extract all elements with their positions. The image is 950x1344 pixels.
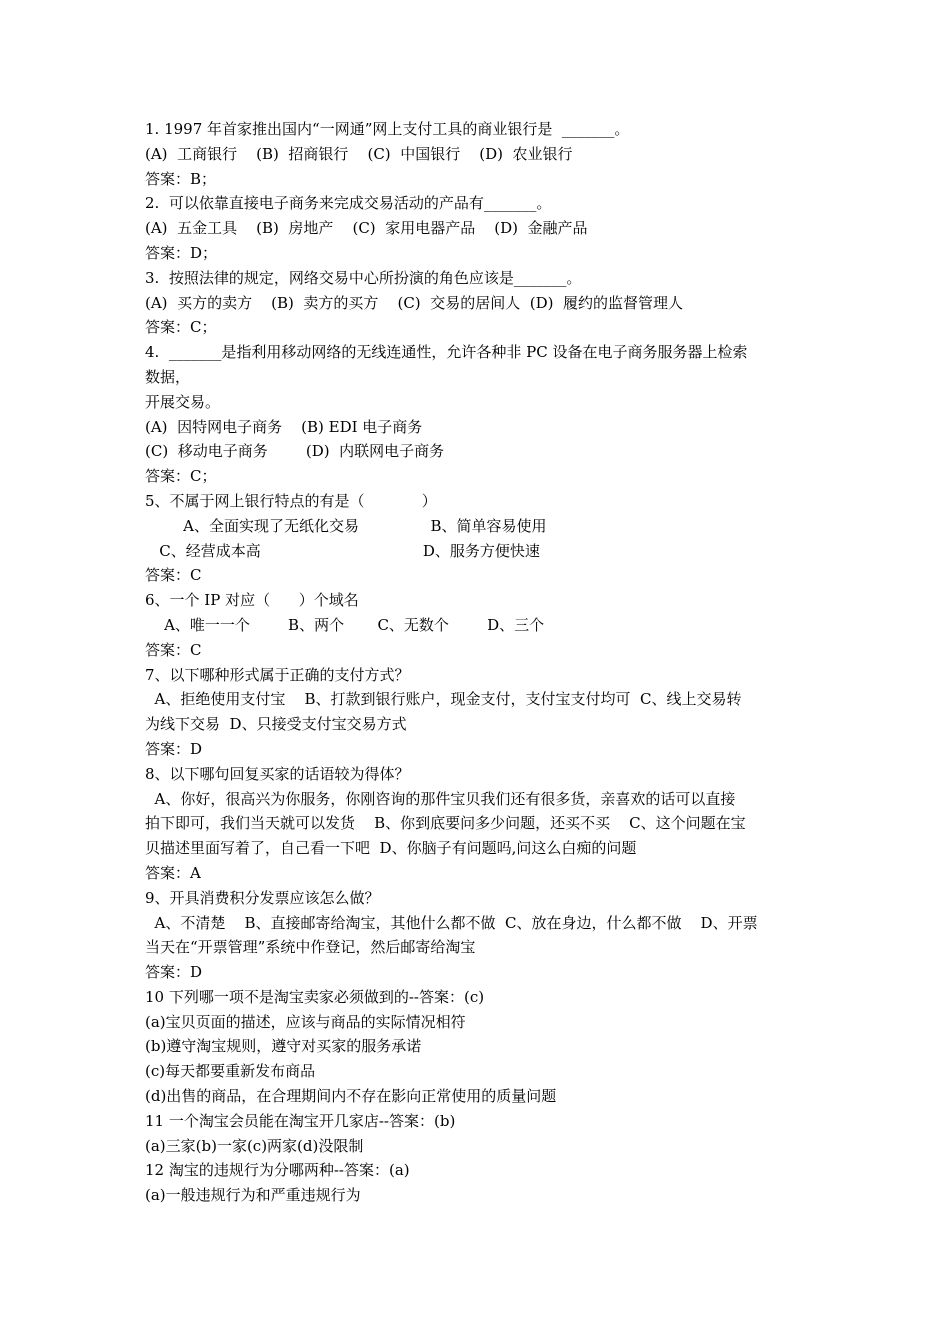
q5-stem: 5、不属于网上银行特点的有是（ ） [145,491,437,510]
q9-options-line-1: A、不清楚 B、直接邮寄给淘宝，其他什么都不做 C、放在身边，什么都不做 D、开票 [145,913,758,932]
q8-answer: 答案：A [145,863,201,882]
q4-stem-line-2: 数据， [145,367,191,386]
q11-options: (a)三家(b)一家(c)两家(d)没限制 [145,1136,364,1155]
q1-answer: 答案：B； [145,169,217,188]
q6-options: A、唯一一个 B、两个 C、无数个 D、三个 [145,615,545,634]
q2-answer: 答案：D； [145,243,218,262]
q5-answer: 答案：C [145,566,202,585]
q10-option-b: (b)遵守淘宝规则，遵守对买家的服务承诺 [145,1037,422,1056]
q10-option-c: (c)每天都要重新发布商品 [145,1062,316,1081]
q3-options: (A) 买方的卖方 (B) 卖方的买方 (C) 交易的居间人 (D) 履约的监督管理人 [145,293,684,312]
q11-stem: 11 一个淘宝会员能在淘宝开几家店--答案：(b) [145,1111,456,1130]
q7-options-line-1: A、拒绝使用支付宝 B、打款到银行账户，现金支付，支付宝支付均可 C、线上交易转 [145,690,742,709]
q12-stem: 12 淘宝的违规行为分哪两种--答案：(a) [145,1161,410,1180]
q9-options-line-2: 当天在“开票管理”系统中作登记，然后邮寄给淘宝 [145,938,476,957]
q4-stem-line-3: 开展交易。 [145,392,221,411]
q2-options: (A) 五金工具 (B) 房地产 (C) 家用电器产品 (D) 金融产品 [145,219,588,238]
q3-answer: 答案：C； [145,318,217,337]
q6-answer: 答案：C [145,640,202,659]
q7-options-line-2: 为线下交易 D、只接受支付宝交易方式 [145,715,407,734]
q7-stem: 7、以下哪种形式属于正确的支付方式？ [145,665,410,684]
q4-options-line-2: (C) 移动电子商务 (D) 内联网电子商务 [145,442,445,461]
q3-stem: 3. 按照法律的规定，网络交易中心所扮演的角色应该是_______。 [145,268,582,287]
q8-options-line-2: 拍下即可，我们当天就可以发货 B、你到底要问多少问题，还买不买 C、这个问题在宝 [145,814,746,833]
q4-stem-line-1: 4. _______是指利用移动网络的无线连通性，允许各种非 PC 设备在电子商务服务器上检索 [145,343,748,362]
q1-options: (A) 工商银行 (B) 招商银行 (C) 中国银行 (D) 农业银行 [145,144,573,163]
q4-answer: 答案：C； [145,467,217,486]
q12-option-a: (a)一般违规行为和严重违规行为 [145,1186,361,1205]
q1-stem: 1. 1997 年首家推出国内“一网通”网上支付工具的商业银行是 _______。 [145,120,630,138]
q4-options-line-1: (A) 因特网电子商务 (B) EDI 电子商务 [145,417,423,436]
q7-answer: 答案：D [145,739,203,758]
q10-option-d: (d)出售的商品，在合理期间内不存在影向正常使用的质量问题 [145,1087,557,1106]
question-list [145,117,815,1208]
q9-stem: 9、开具消费积分发票应该怎么做？ [145,888,380,907]
q5-options-line-2: C、经营成本高 D、服务方便快速 [145,541,540,560]
q6-stem: 6、一个 IP 对应（ ）个域名 [145,591,359,610]
q8-options-line-3: 贝描述里面写着了，自己看一下吧 D、你脑子有问题吗,问这么白痴的问题 [145,839,637,858]
q5-options-line-1: A、全面实现了无纸化交易 B、简单容易使用 [145,516,547,535]
q8-stem: 8、以下哪句回复买家的话语较为得体？ [145,764,410,783]
q8-options-line-1: A、你好，很高兴为你服务，你刚咨询的那件宝贝我们还有很多货，亲喜欢的话可以直接 [145,789,736,808]
q10-stem: 10 下列哪一项不是淘宝卖家必须做到的--答案：(c) [145,987,485,1006]
q2-stem: 2. 可以依靠直接电子商务来完成交易活动的产品有_______。 [145,194,552,213]
q9-answer: 答案：D [145,963,203,982]
q10-option-a: (a)宝贝页面的描述，应该与商品的实际情况相符 [145,1012,466,1031]
